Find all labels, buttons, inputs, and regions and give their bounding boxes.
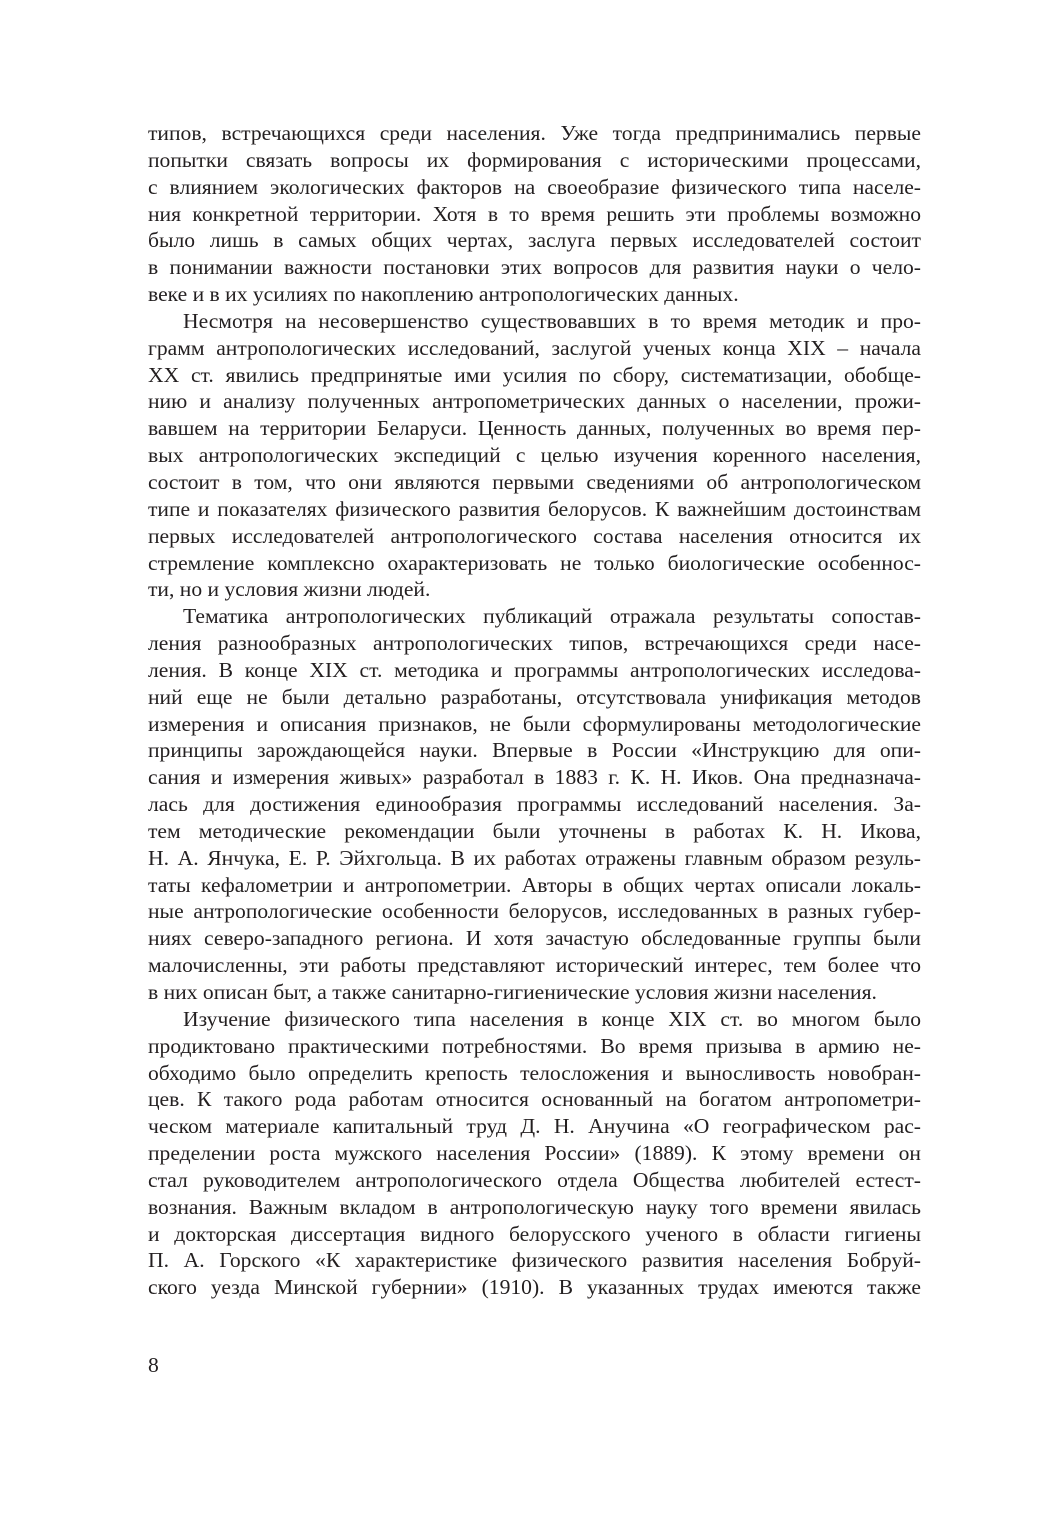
text-line: Изучение физического типа населения в конце XIX ст. во многом было: [183, 1006, 921, 1031]
text-line: ления. В конце XIX ст. методика и программы антропологических исследова-: [148, 657, 921, 682]
text-line: ния конкретной территории. Хотя в то время решить эти проблемы возможно: [148, 201, 921, 226]
text-line: малочисленны, эти работы представляют исторический интерес, тем более что: [148, 953, 921, 978]
text-line: в понимании важности постановки этих вопросов для развития науки о чело-: [148, 255, 921, 280]
paragraph: [148, 603, 921, 1006]
text-line: типов, встречающихся среди населения. Уже тогда предпринимались первые: [148, 121, 921, 145]
paragraph: [148, 120, 921, 308]
text-line: вых антропологических экспедиций с целью изучения коренного населения,: [148, 443, 921, 468]
text-line: стал руководителем антропологического отдела Общества любителей естест-: [148, 1167, 921, 1192]
text-line: сания и измерения живых» разработал в 1883 г. К. Н. Иков. Она предназнача-: [148, 765, 921, 790]
text-line: Н. А. Янчука, Е. Р. Эйхгольца. В их работах отражены главным образом резуль-: [148, 845, 921, 870]
text-line: ти, но и условия жизни людей.: [148, 577, 431, 602]
text-line: таты кефалометрии и антропометрии. Авторы в общих чертах описали локаль-: [148, 872, 921, 897]
text-line: было лишь в самых общих чертах, заслуга первых исследователей состоит: [148, 228, 921, 253]
text-line: состоит в том, что они являются первыми сведениями об антропологическом: [148, 469, 921, 494]
text-line: ниях северо-западного региона. И хотя зачастую обследованные группы были: [148, 926, 921, 951]
text-line: принципы зарождающейся науки. Впервые в России «Инструкцию для опи-: [148, 738, 921, 763]
text-line: грамм антропологических исследований, заслугой ученых конца XIX – начала: [148, 335, 921, 360]
text-line: типе и показателях физического развития белорусов. К важнейшим достоинствам: [148, 496, 921, 521]
text-line: ческом материале капитальный труд Д. Н. Анучина «О географическом рас-: [148, 1114, 921, 1139]
text-line: цев. К такого рода работам относится основанный на богатом антропометри-: [148, 1087, 921, 1112]
text-line: пределении роста мужского населения России» (1889). К этому времени он: [148, 1141, 921, 1166]
text-line: с влиянием экологических факторов на своеобразие физического типа населе-: [148, 174, 921, 199]
text-line: обходимо было определить крепость телосложения и выносливость новобран-: [148, 1060, 921, 1085]
text-line: и докторская диссертация видного белорусского ученого в области гигиены: [148, 1221, 921, 1246]
text-line: попытки связать вопросы их формирования с историческими процессами,: [148, 147, 921, 172]
text-line: П. А. Горского «К характеристике физического развития населения Бобруй-: [148, 1248, 921, 1273]
text-line: веке и в их усилиях по накоплению антропологических данных.: [148, 282, 739, 307]
paragraph: [148, 308, 921, 603]
paragraph: [148, 1006, 921, 1301]
text-line: ского уезда Минской губернии» (1910). В указанных трудах имеются также: [148, 1275, 921, 1300]
page-number: 8: [148, 1353, 159, 1377]
text-line: Несмотря на несовершенство существовавших в то время методик и про-: [183, 308, 921, 333]
text-line: XX ст. явились предпринятые ими усилия по сбору, систематизации, обобще-: [148, 362, 921, 387]
text-line: в них описан быт, а также санитарно-гигиенические условия жизни населения.: [148, 980, 877, 1004]
text-line: стремление комплексно охарактеризовать не только биологические особеннос-: [148, 550, 921, 575]
text-line: нию и анализу полученных антропометрических данных о населении, прожи-: [148, 389, 921, 414]
text-line: Тематика антропологических публикаций отражала результаты сопостав-: [183, 604, 921, 629]
text-line: продиктовано практическими потребностями. Во время призыва в армию не-: [148, 1033, 921, 1058]
text-line: тем методические рекомендации были уточнены в работах К. Н. Икова,: [148, 818, 921, 843]
text-line: вознания. Важным вкладом в антропологическую науку того времени явилась: [148, 1194, 921, 1219]
text-line: лась для достижения единообразия программы исследований населения. За-: [148, 792, 921, 817]
text-line: измерения и описания признаков, не были сформулированы методологические: [148, 711, 921, 736]
text-line: ления разнообразных антропологических типов, встречающихся среди насе-: [148, 631, 921, 656]
page-body: [148, 120, 921, 1301]
text-line: ний еще не были детально разработаны, отсутствовала унификация методов: [148, 684, 921, 709]
text-line: первых исследователей антропологического состава населения относится их: [148, 523, 921, 548]
text-line: вавшем на территории Беларуси. Ценность данных, полученных во время пер-: [148, 416, 921, 441]
text-line: ные антропологические особенности белорусов, исследованных в разных губер-: [148, 899, 921, 924]
